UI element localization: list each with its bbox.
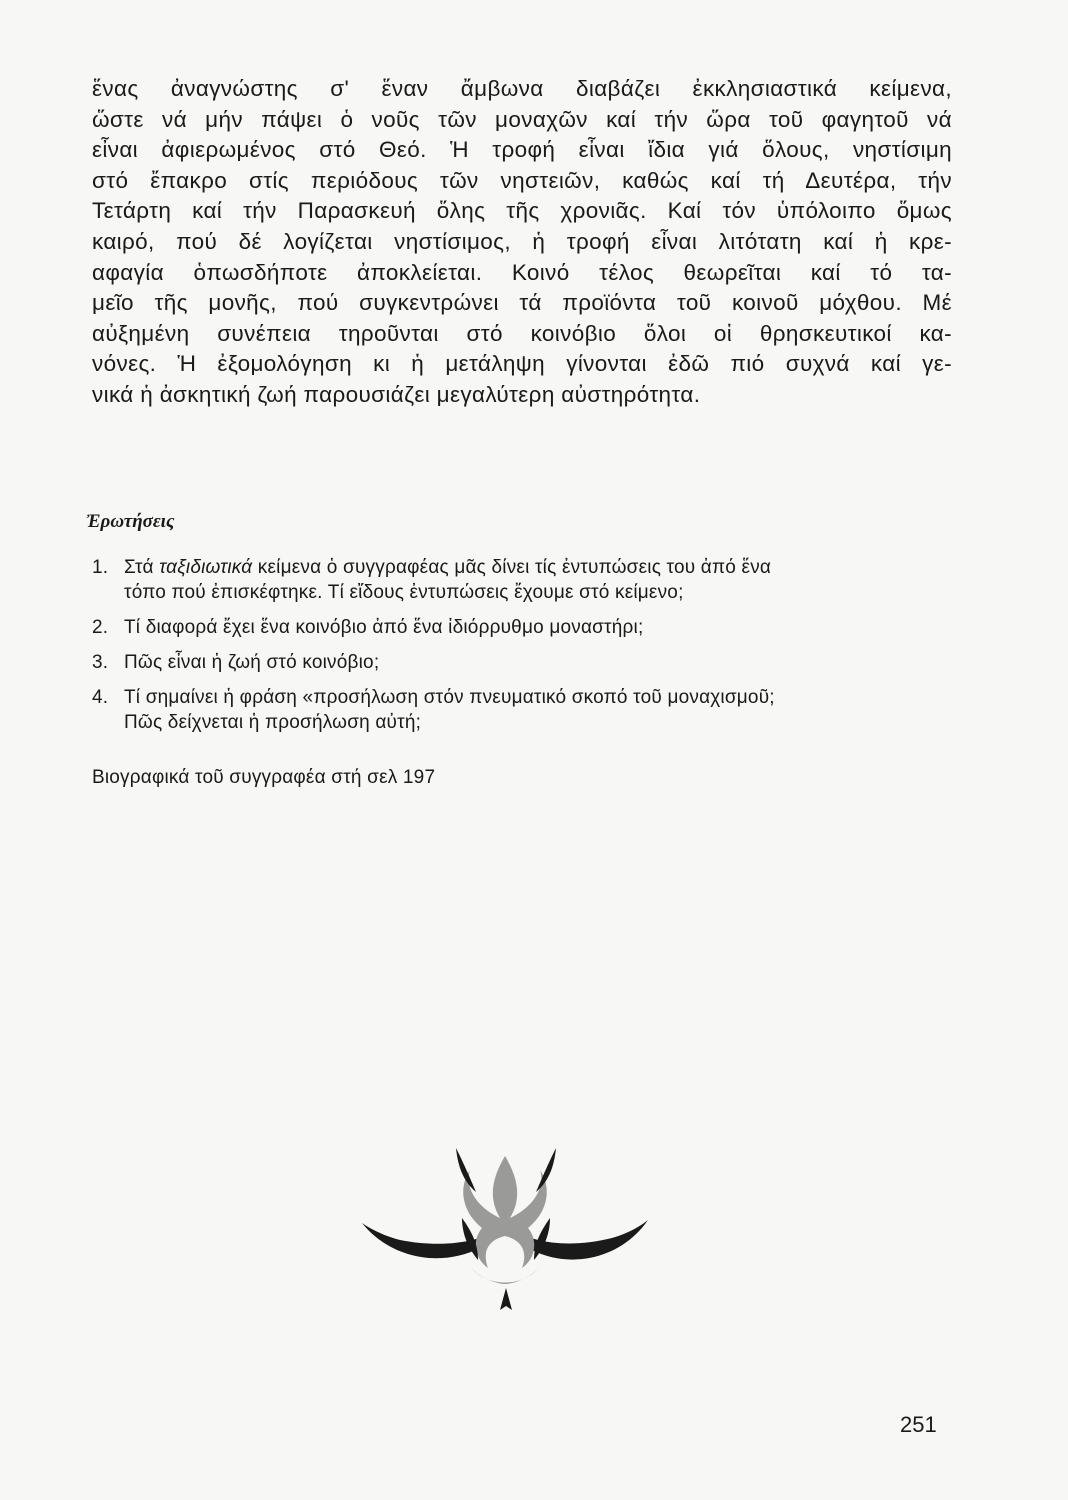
body-line: νόνες. Ἡ ἐξομολόγηση κι ἡ μετάληψη γίνονται ἐδῶ πιό συχνά καί γε- bbox=[92, 351, 952, 377]
question-line: Τί σημαίνει ἡ φράση «προσήλωση στόν πνευματικό σκοπό τοῦ μοναχισμοῦ; bbox=[124, 687, 775, 708]
body-line: Τετάρτη καί τήν Παρασκευή ὅλης τῆς χρονιᾶς. Καί τόν ὑπόλοιπο ὅμως bbox=[92, 198, 952, 224]
question-item bbox=[92, 650, 952, 675]
question-line: Πῶς εἶναι ἡ ζωή στό κοινόβιο; bbox=[124, 652, 380, 673]
bio-note: Βιογραφικά τοῦ συγγραφέα στή σελ 197 bbox=[92, 767, 436, 788]
question-number: 1. bbox=[92, 557, 109, 578]
questions-list bbox=[92, 555, 952, 745]
question-text-part: κείμενα ὁ συγγραφέας μᾶς δίνει τίς ἐντυπώσεις του ἀπό ἕνα bbox=[252, 557, 772, 578]
question-italic-term: ταξιδιωτικά bbox=[159, 557, 253, 578]
question-number: 4. bbox=[92, 687, 109, 708]
question-text-part: Στά bbox=[124, 557, 160, 578]
question-item bbox=[92, 555, 952, 605]
body-line: εἶναι ἀφιερωμένος στό Θεό. Ἡ τροφή εἶναι ἴδια γιά ὅλους, νηστίσιμη bbox=[92, 137, 952, 163]
body-line: αὐξημένη συνέπεια τηροῦνται στό κοινόβιο ὅλοι οἱ θρησκευτικοί κα- bbox=[92, 320, 952, 346]
body-line: στό ἔπακρο στίς περιόδους τῶν νηστειῶν, καθώς καί τή Δευτέρα, τήν bbox=[92, 167, 952, 193]
question-number: 3. bbox=[92, 652, 109, 673]
body-paragraph bbox=[92, 74, 952, 411]
question-line: Τί διαφορά ἔχει ἕνα κοινόβιο ἀπό ἕνα ἰδιόρρυθμο μοναστήρι; bbox=[124, 617, 644, 638]
question-item bbox=[92, 685, 952, 735]
question-text bbox=[124, 685, 952, 735]
body-line: νικά ἡ ἀσκητική ζωή παρουσιάζει μεγαλύτερη αὐστηρότητα. bbox=[92, 381, 701, 407]
body-line: μεῖο τῆς μονῆς, πού συγκεντρώνει τά προϊόντα τοῦ κοινοῦ μόχθου. Μέ bbox=[92, 290, 952, 316]
question-line bbox=[124, 555, 952, 580]
body-line: αφαγία ὁπωσδήποτε ἀποκλείεται. Κοινό τέλος θεωρεῖται καί τό τα- bbox=[92, 259, 952, 285]
question-text bbox=[124, 615, 952, 640]
body-line: ἕνας ἀναγνώστης σ' ἕναν ἄμβωνα διαβάζει ἐκκλησιαστικά κείμενα, bbox=[92, 76, 952, 101]
question-item bbox=[92, 615, 952, 640]
page-number: 251 bbox=[900, 1412, 937, 1437]
question-text bbox=[124, 650, 952, 675]
question-number: 2. bbox=[92, 617, 109, 638]
question-line: Πῶς δείχνεται ἡ προσήλωση αὐτή; bbox=[124, 712, 422, 733]
body-line: καιρό, πού δέ λογίζεται νηστίσιμος, ἡ τροφή εἶναι λιτότατη καί ἡ κρε- bbox=[92, 228, 952, 254]
question-line: τόπο πού ἐπισκέφτηκε. Τί εἴδους ἐντυπώσεις ἔχουμε στό κείμενο; bbox=[124, 582, 684, 603]
questions-heading: Ἐρωτήσεις bbox=[86, 511, 175, 532]
ornament-icon bbox=[360, 1148, 650, 1328]
body-line: ὥστε νά μήν πάψει ὁ νοῦς τῶν μοναχῶν καί τήν ὥρα τοῦ φαγητοῦ νά bbox=[92, 106, 952, 132]
question-text bbox=[124, 555, 952, 605]
